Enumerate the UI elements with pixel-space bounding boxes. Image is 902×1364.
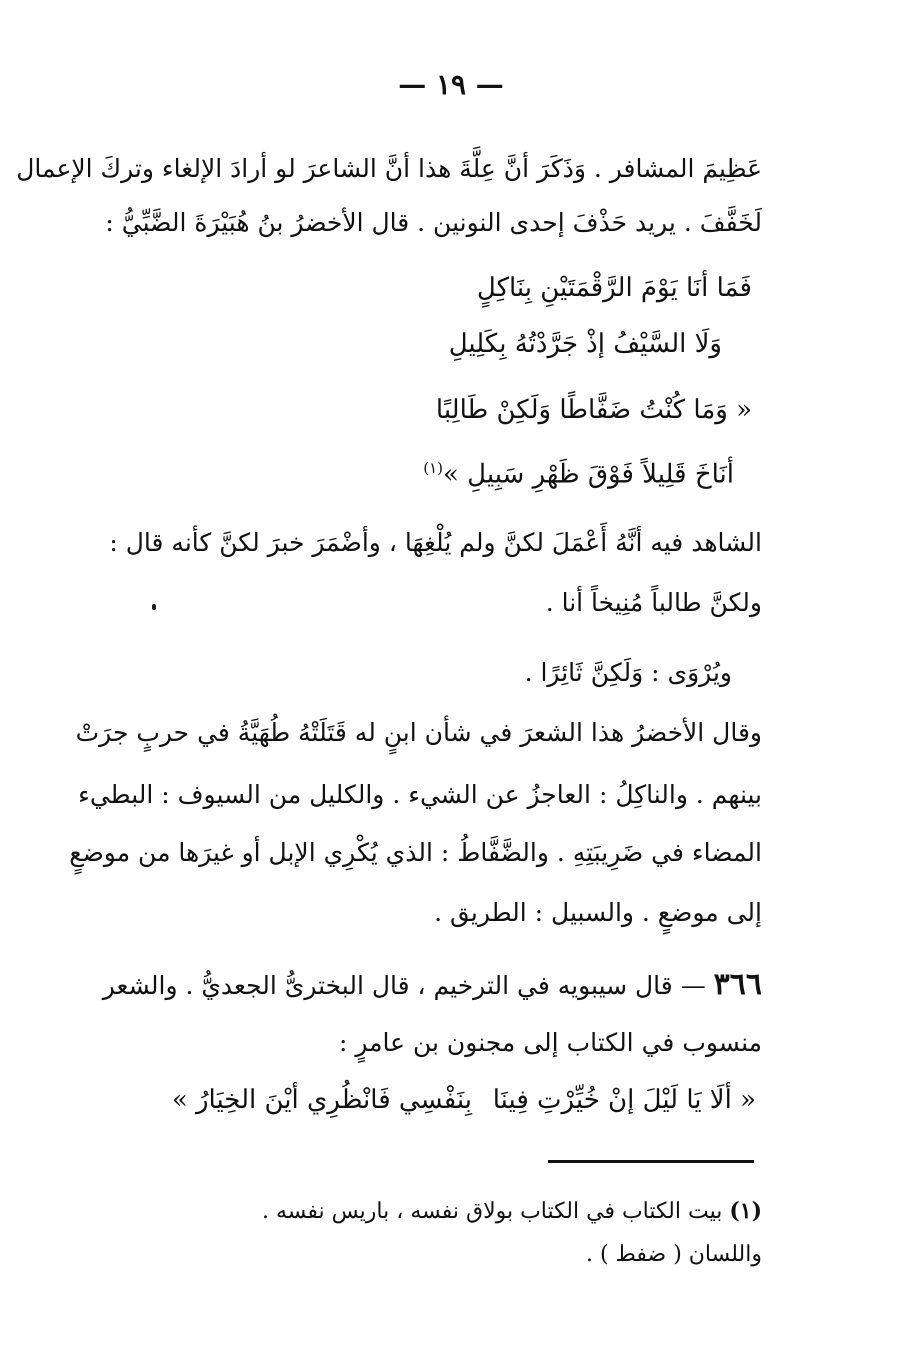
poem-verse-2a: « وَمَا كُنْتُ ضَفَّاطًا وَلَكِنْ طَالِبًا [435,395,752,425]
variant-reading: ويُرْوَى : وَلَكِنَّ ثَائِرًا . [524,658,732,687]
footnote-marker: (١) [729,1198,762,1224]
paragraph-line: المضاء في ضَرِيبَتِهِ . والضَّفَّاطُ : الذي يُكْرِي الإبل أو غيرَها من موضعٍ [69,838,762,867]
footnote-text: بيت الكتاب في الكتاب بولاق نفسه ، باريس نفسه . [261,1199,723,1224]
poem-verse-text: أنَاخَ قَلِيلاً فَوْقَ ظَهْرِ سَبِيلِ » [442,459,734,490]
paragraph-line: عَظِيمَ المشافر . وَذَكَرَ أنَّ عِلَّةَ هذا أنَّ الشاعرَ لو أرادَ الإلغاء وتركَ الإعمال [16,154,762,183]
paragraph-line: إلى موضعٍ . والسبيل : الطريق . [434,898,762,927]
ink-speck [152,604,156,610]
poem-verse-1b: وَلَا السَّيْفُ إذْ جَرَّدْتُهُ بِكَلِيلِ [448,329,722,359]
poem-verse-2b [423,450,734,493]
entry-text: — قال سيبويه في الترخيم ، قال البخترىُّ الجعديُّ . والشعر [102,971,706,1000]
paragraph-line: الشاهد فيه أنَّهُ أَعْمَلَ لكنَّ ولم يُلْغِهَا ، وأضْمَرَ خبرَ لكنَّ كأنه قال : [109,528,762,557]
page-number: — ١٩ — [398,68,504,101]
footnote-rule [548,1160,754,1163]
footnote-continuation: واللسان ( ضفط ) . [585,1242,762,1267]
paragraph-line: بينهم . والناكِلُ : العاجزُ عن الشيء . والكليل من السيوف : البطيء [78,780,762,809]
paragraph-line: وقال الأخضرُ هذا الشعرَ في شأن ابنٍ له قَتَلَتْهُ طُهَيَّةُ في حربٍ جرَتْ [75,718,762,747]
footnote-reference: (١) [423,459,443,477]
entry-number: ٣٦٦ [713,967,762,1002]
verse-hemistich-2: بِنَفْسِي فَانْظُرِي أيْنَ الخِيَارُ » [171,1085,472,1115]
verse-hemistich-1: « ألَا يَا لَيْلَ إنْ خُيِّرْتِ فِينَا [492,1085,756,1115]
footnote-1 [262,1196,762,1227]
paragraph-line: ولكنَّ طالباً مُنِيخاً أنا . [545,588,762,617]
paragraph-line: لَخَفَّفَ . يريد حَذْفَ إحدى النونين . قال الأخضرُ بنُ هُبَيْرَةَ الضَّبِّيُّ : [105,208,762,237]
paragraph-line: منسوب في الكتاب إلى مجنون بن عامرٍ : [338,1028,762,1057]
entry-366 [102,967,762,1003]
poem-verse-1a: فَمَا أنَا يَوْمَ الرَّقْمَتَيْنِ بِنَاكِلٍ [476,273,752,303]
